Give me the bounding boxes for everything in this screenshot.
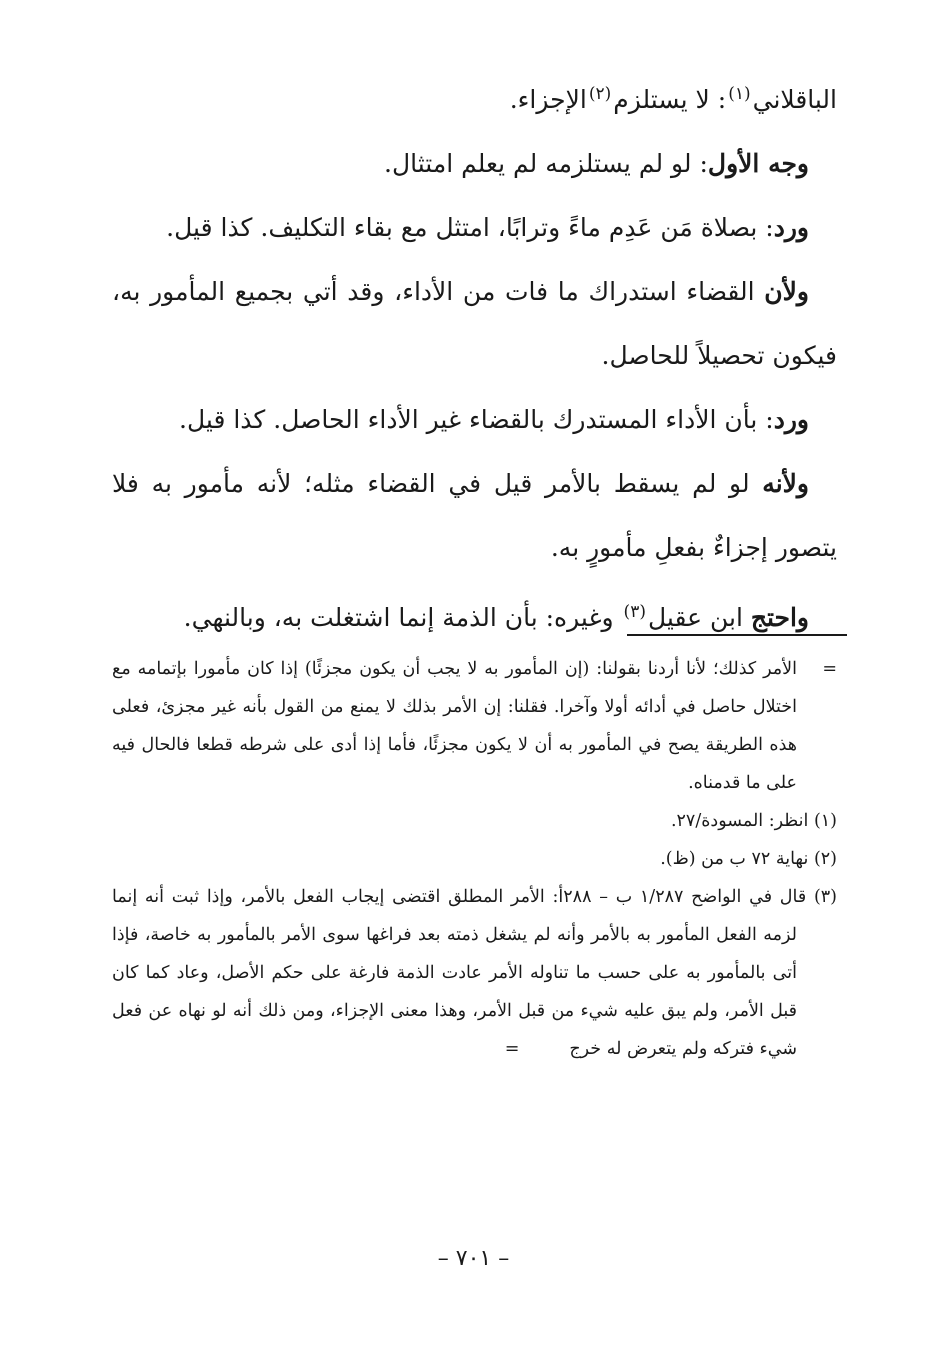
footnotes: [112, 650, 837, 1068]
footnote-3: [112, 878, 837, 1068]
p7-text-a: ابن عقيل: [647, 603, 751, 632]
p2-lead: وجه الأول: [707, 149, 809, 178]
p6-text: لو لم يسقط بالأمر قيل في القضاء مثله؛ لأنه مأمور به فلا يتصور إجزاءٌ بفعلِ مأمورٍ به.: [112, 469, 837, 562]
paragraph-6: [112, 452, 837, 580]
footnote-separator: [627, 634, 847, 636]
p5-text: : بأن الأداء المستدرك بالقضاء غير الأداء الحاصل. كذا قيل.: [179, 405, 774, 434]
p2-text: : لو لم يستلزمه لم يعلم امتثال.: [384, 149, 708, 178]
footnote-2-text: نهاية ٧٢ ب من (ظ).: [660, 849, 814, 869]
footnote-1-number: (١): [813, 811, 837, 831]
footnote-2: [112, 840, 837, 878]
paragraph-1: [112, 62, 837, 132]
footnote-3-text: قال في الواضح ١/٢٨٧ ب – ٢٨٨أ: الأمر المطلق اقتضى إيجاب الفعل بالأمر، وإذا ثبت أنه إنما لزمه الفعل المأمور به بالأمر وأنه لم يشغل ذمته بعد فراغها سوى الأمر بالمأمور به خاصة، فإذا أتى بالمأمور به على حسب ما تناوله الأمر عادت الذمة فارغة على حكم الأصل، وعاد كما كان قبل الأمر، ولم يبق عليه شيء من قبل الأمر، وهذا معنى الإجزاء، ومن ذلك أنه لو نهاه عن فعل شيء فتركه ولم يتعرض له خرج: [112, 887, 814, 1059]
p3-text: : بصلاة مَن عَدِم ماءً وترابًا، امتثل مع بقاء التكليف. كذا قيل.: [166, 213, 774, 242]
page-number: – ٧٠١ –: [437, 1246, 510, 1271]
footnote-ref-2[interactable]: (٢): [588, 84, 612, 104]
footnote-1: [112, 802, 837, 840]
p5-lead: ورد: [773, 405, 809, 434]
p7-text-b: وغيره: بأن الذمة إنما اشتغلت به، وبالنهي.: [183, 603, 622, 632]
paragraph-4: [112, 260, 837, 388]
footnote-3-continues-mark: =: [504, 1039, 520, 1059]
footnote-continuation: [112, 650, 837, 802]
main-text: [112, 62, 837, 650]
footnote-1-text: انظر: المسودة/٢٧.: [670, 811, 814, 831]
p4-text: القضاء استدراك ما فات من الأداء، وقد أتي بجميع المأمور به، فيكون تحصيلاً للحاصل.: [112, 277, 837, 370]
paragraph-5: [112, 388, 837, 452]
paragraph-2: [112, 132, 837, 196]
p3-lead: ورد: [773, 213, 809, 242]
paragraph-3: [112, 196, 837, 260]
continuation-mark: =: [822, 659, 837, 679]
p1-text-a: الباقلاني: [752, 85, 837, 114]
p1-text-b: : لا يستلزم: [613, 85, 727, 114]
p6-lead: ولأنه: [762, 469, 809, 498]
footnote-ref-3[interactable]: (٣): [623, 602, 646, 622]
p4-lead: ولأن: [764, 277, 809, 306]
footnote-3-number: (٣): [813, 887, 837, 907]
p7-lead: واحتج: [750, 603, 809, 632]
p1-text-c: الإجزاء.: [509, 85, 587, 114]
footnote-2-number: (٢): [813, 849, 837, 869]
footnote-ref-1[interactable]: (١): [728, 84, 751, 104]
continuation-text: الأمر كذلك؛ لأنا أردنا بقولنا: (إن المأمور به لا يجب أن يكون مجزئًا) إذا كان مأمورا بإتمامه مع اختلال حاصل في أدائه أولا وآخرا. فقلنا: إن الأمر بذلك لا يمنع من القول بأنه غير مجزئ، فعلى هذه الطريقة يصح في المأمور به أن لا يكون مجزئًا، فأما إذا أدى على شرطه قطعا فالحال فيه على ما قدمناه.: [112, 659, 797, 793]
paragraph-7: [112, 580, 837, 650]
